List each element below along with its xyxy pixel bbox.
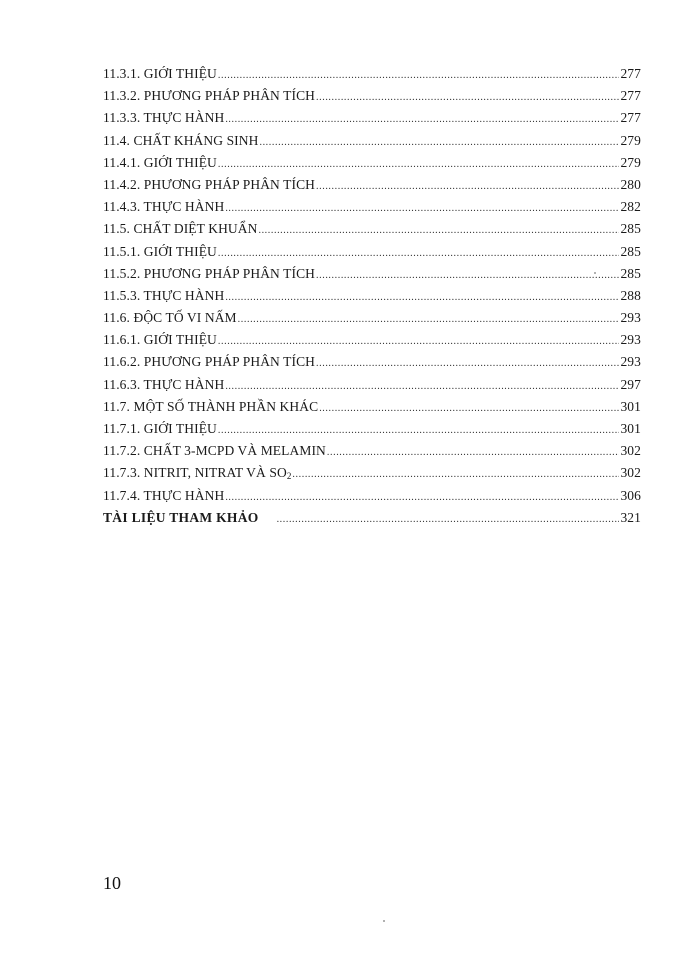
- toc-entry: [103, 399, 641, 421]
- toc-entry-title: 11.5.3. THỰC HÀNH: [103, 287, 225, 303]
- toc-entry: [103, 266, 641, 288]
- table-of-contents: [103, 66, 641, 532]
- toc-entry: [103, 443, 641, 465]
- toc-entry: [103, 177, 641, 199]
- toc-entry-title: 11.7.2. CHẤT 3-MCPD VÀ MELAMIN: [103, 443, 326, 459]
- toc-entry: [103, 88, 641, 110]
- dot-leader: [225, 381, 619, 392]
- dot-leader: [316, 181, 619, 192]
- toc-entry-page: 279: [620, 132, 641, 148]
- dot-leader: [225, 292, 619, 303]
- toc-entry-title: 11.4. CHẤT KHÁNG SINH: [103, 132, 259, 148]
- dot-leader: [218, 425, 620, 436]
- dot-leader: [218, 159, 620, 170]
- dot-leader: [225, 492, 619, 503]
- toc-entry-page: 285: [620, 265, 641, 281]
- scan-speck: [594, 272, 596, 274]
- toc-entry-title: 11.7.1. GIỚI THIỆU: [103, 421, 217, 436]
- toc-entry-title: 11.6. ĐỘC TỐ VI NẤM: [103, 310, 237, 326]
- toc-entry-page: 288: [620, 287, 641, 303]
- dot-leader: [225, 114, 619, 125]
- toc-entry-title-main: 11.7.3. NITRIT, NITRAT VÀ SO: [103, 465, 287, 481]
- dot-leader: [292, 469, 619, 480]
- dot-leader: [316, 270, 619, 281]
- dot-leader: [316, 92, 619, 103]
- dot-leader: [327, 447, 620, 458]
- toc-entry-title: 11.6.2. PHƯƠNG PHÁP PHÂN TÍCH: [103, 354, 316, 370]
- toc-entry-page: 293: [620, 310, 641, 326]
- dot-leader: [258, 225, 619, 236]
- toc-entry-title: 11.5. CHẤT DIỆT KHUẨN: [103, 221, 258, 237]
- toc-entry: [103, 310, 641, 332]
- toc-entry-title: 11.4.1. GIỚI THIỆU: [103, 154, 217, 170]
- toc-entry-page: 285: [620, 221, 641, 237]
- dot-leader: [225, 203, 619, 214]
- dot-leader: [259, 137, 619, 148]
- toc-entry: [103, 155, 641, 177]
- toc-entry: [103, 377, 641, 399]
- toc-entry: [103, 199, 641, 221]
- toc-entry: [103, 221, 641, 243]
- toc-entry: [103, 288, 641, 310]
- toc-entry-page: 282: [620, 199, 641, 215]
- toc-entry: [103, 66, 641, 88]
- toc-entry-title: 11.5.2. PHƯƠNG PHÁP PHÂN TÍCH: [103, 265, 316, 281]
- toc-entry-title: 11.6.3. THỰC HÀNH: [103, 376, 225, 392]
- toc-entry-page: 280: [620, 176, 641, 192]
- toc-entry-title: TÀI LIỆU THAM KHẢO: [103, 509, 259, 525]
- dot-leader: [218, 70, 620, 81]
- subscript-two: 2: [286, 471, 292, 482]
- toc-entry-title: 11.5.1. GIỚI THIỆU: [103, 243, 217, 259]
- dot-leader: [316, 358, 619, 369]
- toc-entry: [103, 421, 641, 443]
- toc-entry-title: 11.3.3. THỰC HÀNH: [103, 110, 225, 126]
- toc-entry-title: 11.4.3. THỰC HÀNH: [103, 199, 225, 215]
- toc-entry-page: 277: [620, 110, 641, 126]
- toc-entry-page: 279: [620, 154, 641, 170]
- toc-entry-page: 293: [620, 354, 641, 370]
- page-number: 10: [103, 873, 121, 893]
- toc-entry-page: 285: [620, 243, 641, 259]
- toc-entry-title: 11.7. MỘT SỐ THÀNH PHẦN KHÁC: [103, 398, 319, 414]
- toc-entry-title: 11.3.1. GIỚI THIỆU: [103, 66, 217, 81]
- toc-entry-page: 301: [620, 398, 641, 414]
- toc-entry-page: 302: [620, 465, 641, 481]
- toc-entry-title: [103, 465, 291, 481]
- dot-leader: [238, 314, 620, 325]
- toc-entry-references: [103, 510, 641, 532]
- toc-entry-page: 293: [620, 332, 641, 348]
- dot-leader: [277, 514, 620, 525]
- toc-entry-page: 277: [620, 88, 641, 104]
- dot-leader: [218, 336, 620, 347]
- toc-entry-title: 11.6.1. GIỚI THIỆU: [103, 332, 217, 348]
- dot-leader: [319, 403, 619, 414]
- toc-entry: [103, 110, 641, 132]
- toc-entry: [103, 332, 641, 354]
- toc-entry-page: 321: [620, 509, 641, 525]
- scan-speck: [383, 920, 385, 922]
- toc-entry: [103, 354, 641, 376]
- toc-entry-title: 11.7.4. THỰC HÀNH: [103, 487, 225, 503]
- toc-entry-page: 277: [620, 66, 641, 81]
- toc-entry-title: 11.3.2. PHƯƠNG PHÁP PHÂN TÍCH: [103, 88, 316, 104]
- toc-entry-page: 297: [620, 376, 641, 392]
- toc-entry: [103, 133, 641, 155]
- toc-entry-title: 11.4.2. PHƯƠNG PHÁP PHÂN TÍCH: [103, 176, 316, 192]
- toc-entry: [103, 488, 641, 510]
- toc-entry-page: 302: [620, 443, 641, 459]
- dot-leader: [218, 248, 620, 259]
- toc-entry-page: 306: [620, 487, 641, 503]
- toc-entry: [103, 244, 641, 266]
- toc-entry: [103, 465, 641, 487]
- toc-entry-page: 301: [620, 421, 641, 436]
